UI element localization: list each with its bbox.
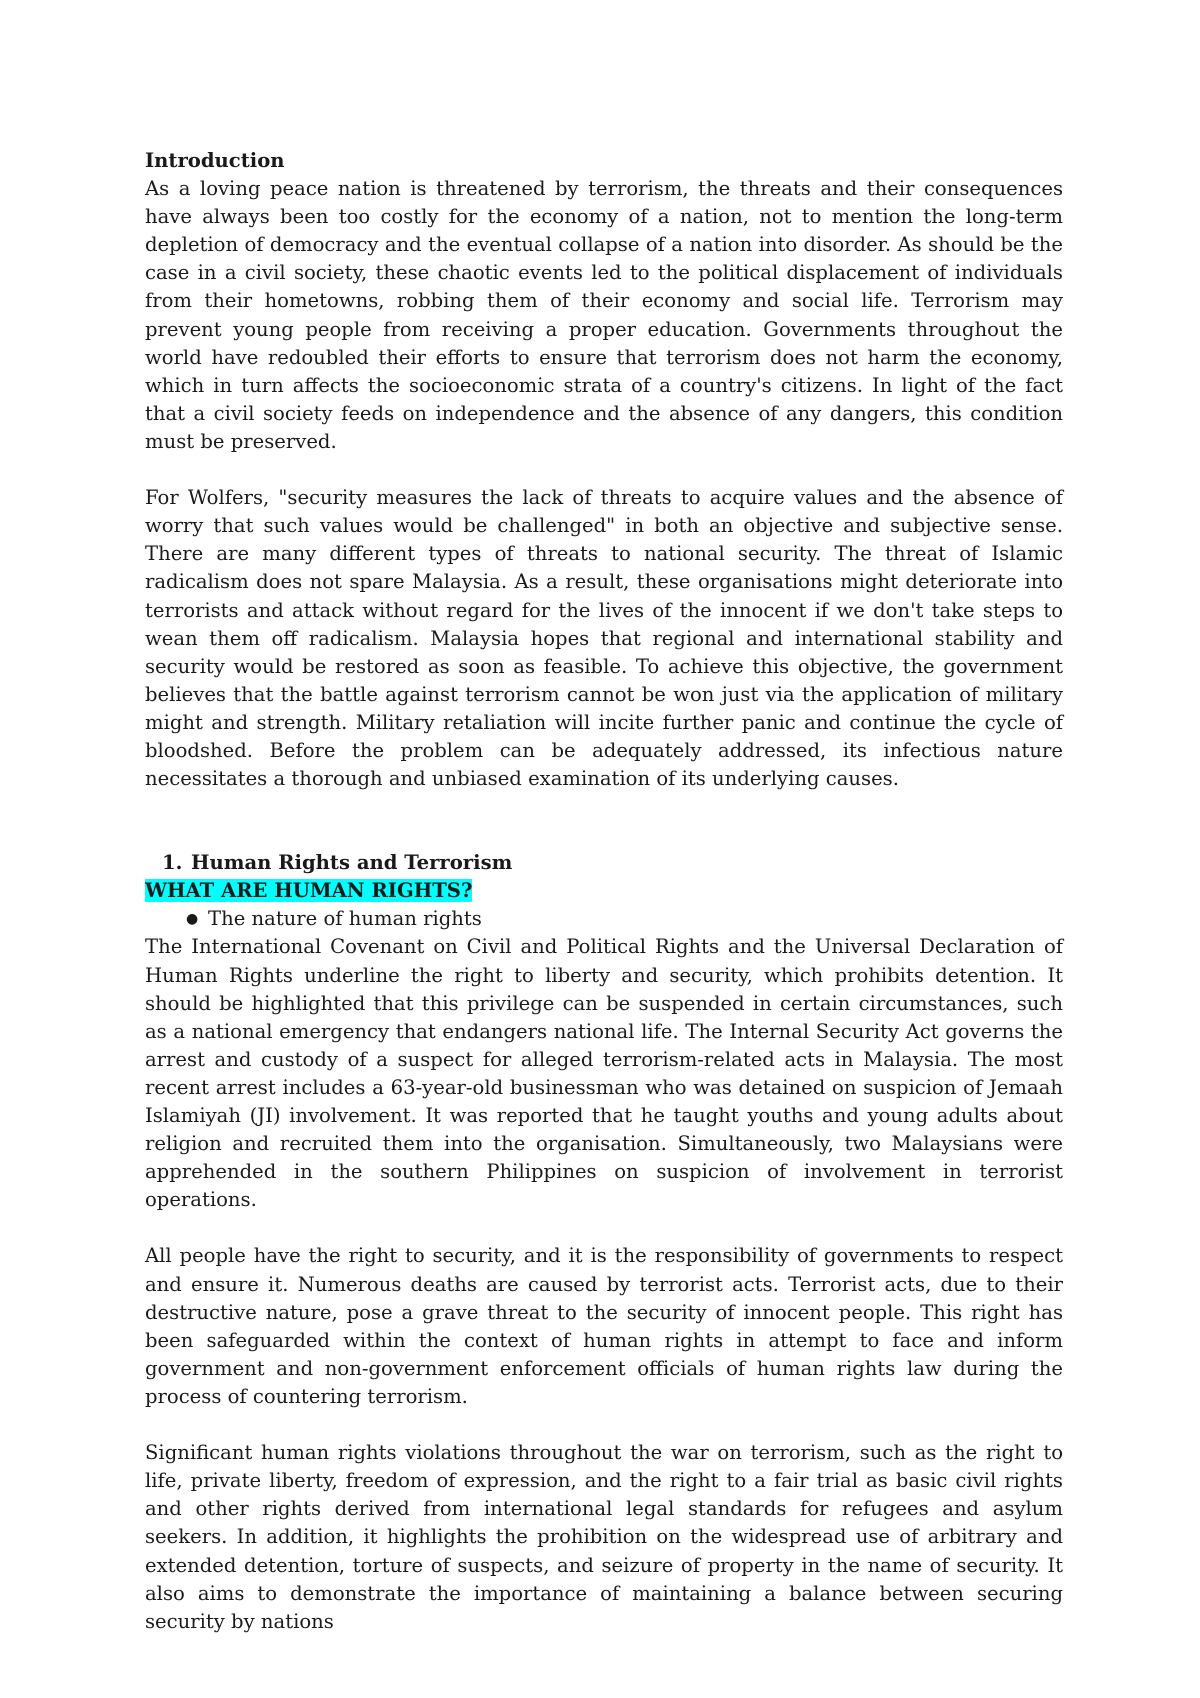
section-1-heading bbox=[145, 849, 1063, 877]
human-rights-subheading bbox=[145, 877, 1063, 905]
bullet-text: The nature of human rights bbox=[208, 907, 482, 931]
introduction-heading: Introduction bbox=[145, 149, 285, 172]
paragraph-spacer bbox=[145, 456, 1063, 484]
bullet-item bbox=[145, 905, 1063, 933]
intro-paragraph-2: For Wolfers, "security measures the lack of threats to acquire values and the absence of worry that such values would be challenged" in both an objective and subjective sense. There are many different types of threats to national security. The threat of Islamic radicalism does not spare Malaysia. As a result, these organisations might deteriorate into terrorists and attack without regard for the lives of the innocent if we don't take steps to wean them off radicalism. Malaysia hopes that regional and international stability and security would be restored as soon as feasible. To achieve this objective, the government believes that the battle against terrorism cannot be won just via the application of military might and strength. Military retaliation will incite further panic and continue the cycle of bloodshed. Before the problem can be adequately addressed, its infectious nature necessitates a thorough and unbiased examination of its underlying causes. bbox=[145, 486, 1063, 791]
section-1-paragraph-3: Significant human rights violations throughout the war on terrorism, such as the right to life, private liberty, freedom of expression, and the right to a fair trial as basic civil rights and other rights derived from international legal standards for refugees and asylum seekers. In addition, it highlights the prohibition on the widespread use of arbitrary and extended detention, torture of suspects, and seizure of property in the name of security. It also aims to demonstrate the importance of maintaining a balance between securing security by nations bbox=[145, 1441, 1063, 1633]
section-1-paragraph-2: All people have the right to security, and it is the responsibility of governments to respect and ensure it. Numerous deaths are caused by terrorist acts. Terrorist acts, due to their destructive nature, pose a grave threat to the security of innocent people. This right has been safeguarded within the context of human rights in attempt to face and inform government and non-government enforcement officials of human rights law during the process of countering terrorism. bbox=[145, 1244, 1063, 1408]
paragraph-spacer bbox=[145, 1214, 1063, 1242]
section-1-title: Human Rights and Terrorism bbox=[191, 851, 513, 875]
section-spacer bbox=[145, 793, 1063, 849]
highlighted-subheading: WHAT ARE HUMAN RIGHTS? bbox=[145, 879, 473, 903]
paragraph-spacer bbox=[145, 1411, 1063, 1439]
document-page bbox=[145, 147, 1063, 1636]
section-1-paragraph-1: The International Covenant on Civil and Political Rights and the Universal Declaration of Human Rights underline the right to liberty and security, which prohibits detention. It should be highlighted that this privilege can be suspended in certain circumstances, such as a national emergency that endangers national life. The Internal Security Act governs the arrest and custody of a suspect for alleged terrorism-related acts in Malaysia. The most recent arrest includes a 63-year-old businessman who was detained on suspicion of Jemaah Islamiyah (JI) involvement. It was reported that he taught youths and young adults about religion and recruited them into the organisation. Simultaneously, two Malaysians were apprehended in the southern Philippines on suspicion of involvement in terrorist operations. bbox=[145, 935, 1063, 1212]
intro-paragraph-1: As a loving peace nation is threatened by terrorism, the threats and their consequences have always been too costly for the economy of a nation, not to mention the long-term depletion of democracy and the eventual collapse of a nation into disorder. As should be the case in a civil society, these chaotic events led to the political displacement of individuals from their hometowns, robbing them of their economy and social life. Terrorism may prevent young people from receiving a proper education. Governments throughout the world have redoubled their efforts to ensure that terrorism does not harm the economy, which in turn affects the socioeconomic strata of a country's citizens. In light of the fact that a civil society feeds on independence and the absence of any dangers, this condition must be preserved. bbox=[145, 177, 1063, 453]
section-1-number: 1. bbox=[162, 851, 183, 875]
bullet-icon: ● bbox=[186, 911, 199, 928]
